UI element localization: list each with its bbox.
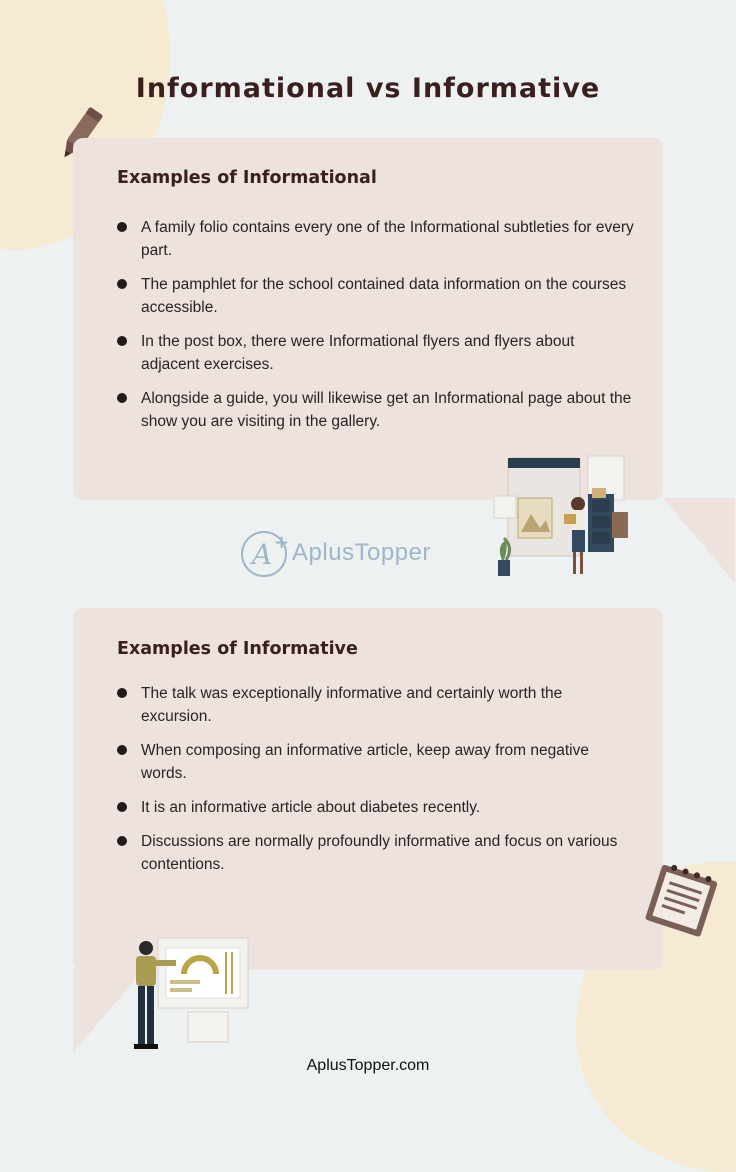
page-title: Informational vs Informative bbox=[135, 73, 601, 105]
footer-site-url: AplusTopper.com bbox=[306, 1057, 430, 1074]
bullet-icon bbox=[117, 222, 127, 232]
bullet-icon bbox=[117, 393, 127, 403]
bullet-icon bbox=[117, 279, 127, 289]
list-item bbox=[117, 387, 637, 433]
bullet-icon bbox=[117, 688, 127, 698]
list-item-text: The talk was exceptionally informative and certainly worth the excursion. bbox=[141, 685, 563, 725]
svg-text:+: + bbox=[274, 532, 290, 553]
card-tail bbox=[663, 498, 735, 583]
list-item bbox=[117, 796, 637, 819]
bullet-icon bbox=[117, 836, 127, 846]
list-item-text: Discussions are normally profoundly informative and focus on various contentions. bbox=[141, 833, 618, 873]
list-item-text: In the post box, there were Informational flyers and flyers about adjacent exercises. bbox=[141, 333, 575, 373]
list-item bbox=[117, 830, 637, 876]
list-item-text: A family folio contains every one of the Informational subtleties for every part. bbox=[141, 219, 634, 259]
list-item bbox=[117, 216, 637, 262]
list-item-text: It is an informative article about diabetes recently. bbox=[141, 799, 481, 816]
bullet-icon bbox=[117, 802, 127, 812]
aplustopper-logo bbox=[240, 530, 450, 578]
section-heading: Examples of Informative bbox=[117, 639, 358, 659]
bullet-icon bbox=[117, 336, 127, 346]
section-heading: Examples of Informational bbox=[117, 168, 377, 188]
list-item-text: The pamphlet for the school contained data information on the courses accessible. bbox=[141, 276, 627, 316]
logo-a-plus-icon bbox=[240, 530, 292, 578]
list-item bbox=[117, 330, 637, 376]
list-item bbox=[117, 273, 637, 319]
notepad-icon bbox=[640, 862, 724, 942]
informational-examples-list bbox=[117, 216, 637, 444]
bullet-icon bbox=[117, 745, 127, 755]
list-item-text: When composing an informative article, keep away from negative words. bbox=[141, 742, 589, 782]
woman-with-files-illustration bbox=[488, 452, 633, 584]
svg-text:A: A bbox=[252, 538, 273, 571]
list-item-text: Alongside a guide, you will likewise get an Informational page about the show you are visiting in the gallery. bbox=[141, 390, 632, 430]
informative-examples-card bbox=[73, 608, 663, 970]
informative-examples-list bbox=[117, 682, 637, 887]
list-item bbox=[117, 682, 637, 728]
list-item bbox=[117, 739, 637, 785]
logo-text: AplusTopper bbox=[292, 539, 431, 566]
informational-examples-card bbox=[73, 138, 663, 500]
man-with-dashboard-illustration bbox=[118, 934, 258, 1056]
